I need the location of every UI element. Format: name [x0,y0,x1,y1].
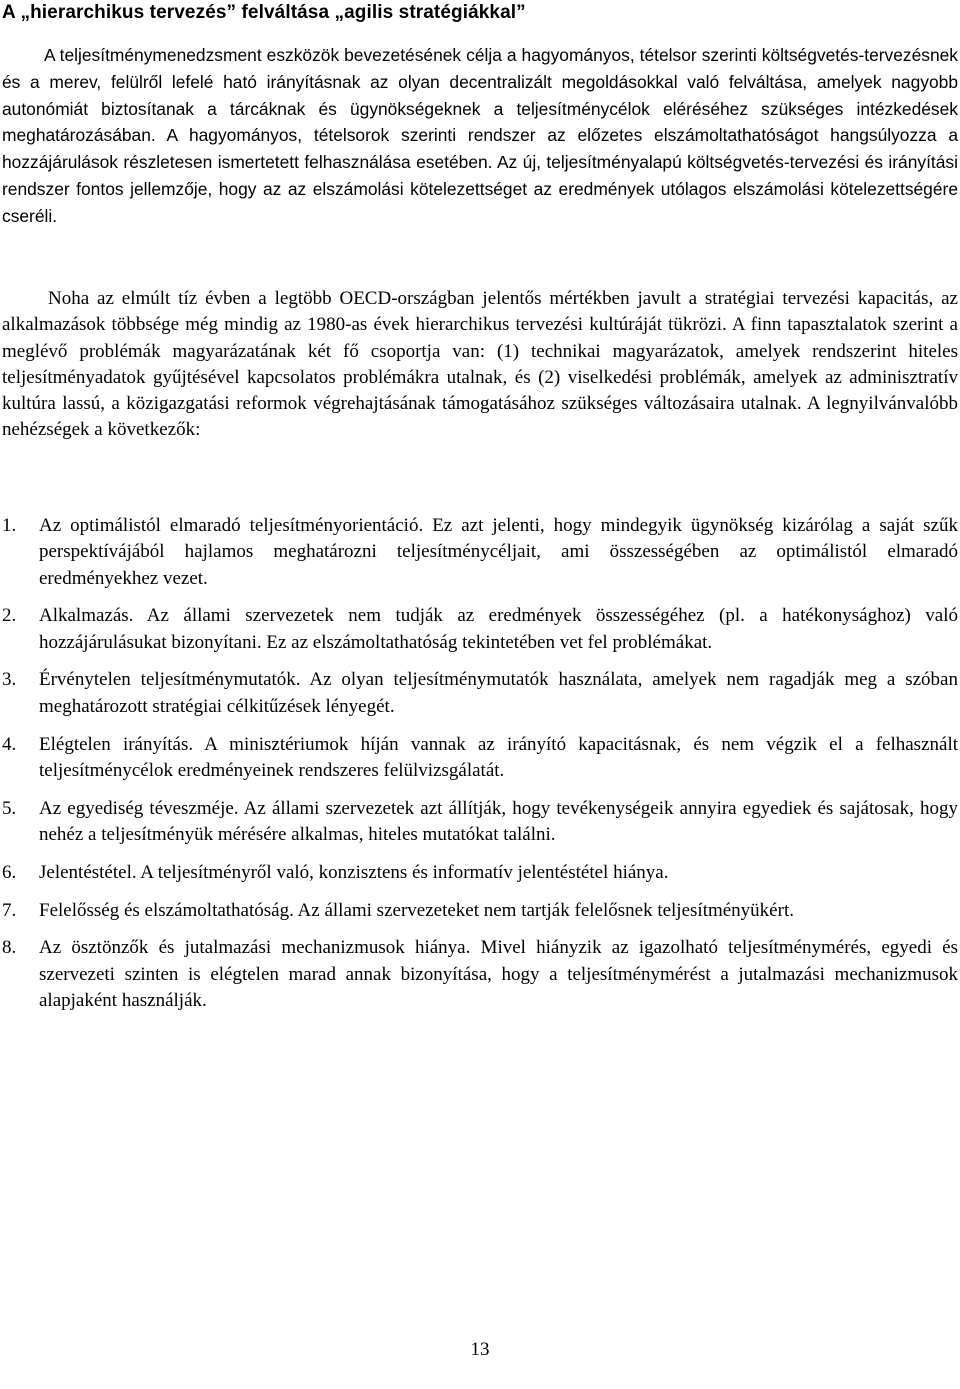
list-item [2,667,958,720]
list-item-text: Az ösztönzők és jutalmazási mechanizmusok hiánya. Mivel hiányzik az igazolható teljesítménymérés, egyedi és szervezeti szinten is elégtelen marad annak bizonyítása, hogy a teljesítménymérést a jutalmazási mechanizmusok alapjaként használják. [39,937,958,1011]
list-item-text: Az optimálistól elmaradó teljesítményorientáció. Ez azt jelenti, hogy mindegyik ügynökség kizárólag a saját szűk perspektívájából hajlamos meghatározni teljesítménycéljait, ami összességében az optimálistól elmaradó eredményekhez vezet. [39,515,958,589]
list-item-number: 7. [2,899,17,921]
list-item-number: 8. [2,937,17,959]
difficulties-list [2,513,958,1026]
list-item [2,898,958,924]
list-item-text: Érvénytelen teljesítménymutatók. Az olyan teljesítménymutatók használata, amelyek nem ragadják meg a szóban meghatározott stratégiai célkitűzések lényegét. [39,669,958,717]
list-item [2,513,958,592]
list-item [2,603,958,656]
list-item-number: 4. [2,733,17,755]
list-item [2,796,958,849]
list-item-text: Alkalmazás. Az állami szervezetek nem tudják az eredmények összességéhez (pl. a hatékonysághoz) való hozzájárulásukat bizonyítani. Ez az elszámoltathatóság tekintetében vet fel problémákat. [39,605,958,653]
page-number: 13 [470,1339,490,1360]
list-item-number: 6. [2,861,17,883]
list-item-number: 1. [2,515,17,536]
list-item [2,935,958,1014]
section-heading: A „hierarchikus tervezés” felváltása „agilis stratégiákkal” [2,2,526,23]
list-item [2,860,958,886]
list-item-number: 3. [2,669,17,691]
list-item-number: 5. [2,797,17,819]
list-item-text: Jelentéstétel. A teljesítményről való, konzisztens és informatív jelentéstétel hiánya. [39,861,669,883]
list-item [2,732,958,785]
list-item-number: 2. [2,605,17,627]
body-paragraph: Noha az elmúlt tíz évben a legtöbb OECD-országban jelentős mértékben javult a stratégiai tervezési kapacitás, az alkalmazások többsége még mindig az 1980-as évek hierarchikus tervezési kultúráját tükrözi. A finn tapasztalatok szerint a meglévő problémák magyarázatának két fő csoportja van: (1) technikai magyarázatok, amelyek rendszerint hiteles teljesítményadatok gyűjtésével kapcsolatos problémákra utalnak, és (2) viselkedési problémák, amelyek az adminisztratív kultúra lassú, a közigazgatási reformok végrehajtásának támogatásához szükséges változásaira utalnak. A legnyilvánvalóbb nehézségek a következők: [2,288,958,441]
list-item-text: Felelősség és elszámoltathatóság. Az állami szervezeteket nem tartják felelősnek teljesítményükért. [39,899,794,921]
list-item-text: Elégtelen irányítás. A minisztériumok híján vannak az irányító kapacitásnak, és nem végzik el a felhasznált teljesítménycélok eredményeinek rendszeres felülvizsgálatát. [39,733,958,781]
list-item-text: Az egyediség téveszméje. Az állami szervezetek azt állítják, hogy tevékenységeik annyira egyediek és sajátosak, hogy nehéz a teljesítményük mérésére alkalmas, hiteles mutatókat találni. [39,797,958,845]
intro-paragraph: A teljesítménymenedzsment eszközök bevezetésének célja a hagyományos, tételsor szerinti költségvetés-tervezésnek és a merev, felülről lefelé ható irányításnak az olyan decentralizált megoldásokkal való felváltása, amelyek nagyobb autonómiát biztosítanak a tárcáknak és ügynökségeknek a teljesítménycélok eléréséhez szükséges intézkedések meghatározásában. A hagyományos, tételsorok szerinti rendszer az előzetes elszámoltathatóságot hangsúlyozza a hozzájárulások részletesen ismertetett felhasználása esetében. Az új, teljesítményalapú költségvetés-tervezési és irányítási rendszer fontos jellemzője, hogy az az elszámolási kötelezettséget az eredmények utólagos elszámolási kötelezettségére cseréli. [2,45,958,226]
